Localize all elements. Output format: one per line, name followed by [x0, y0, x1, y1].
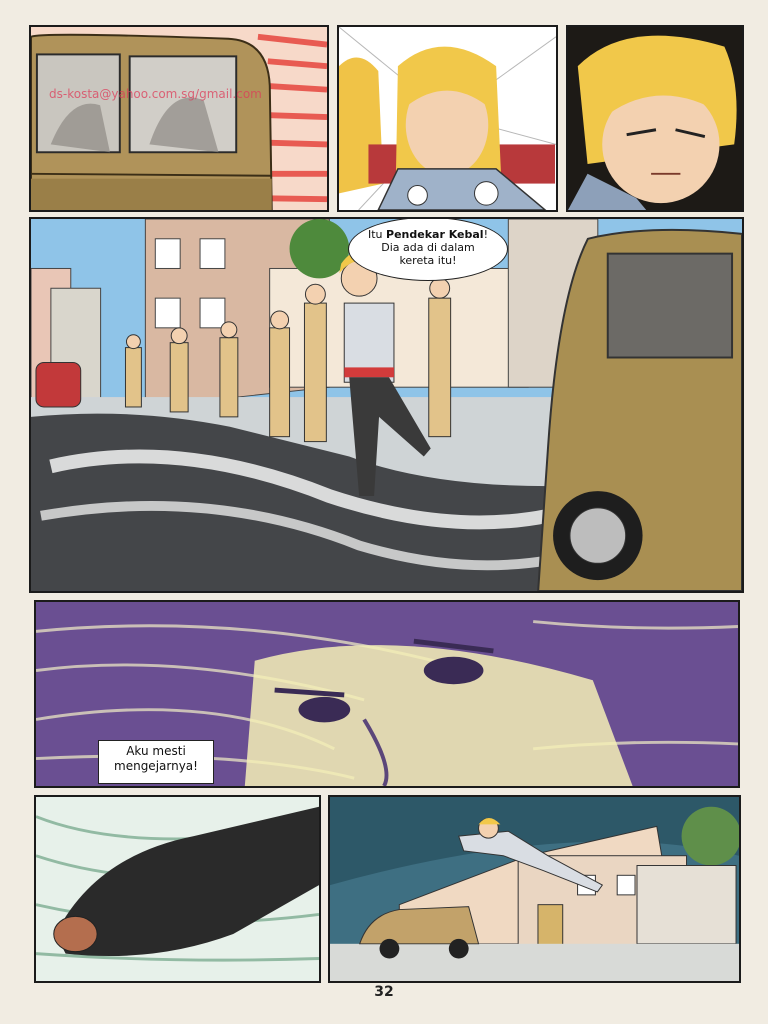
bubble-line-2: Dia ada di dalam	[381, 241, 475, 254]
tire-splash-art	[36, 797, 319, 981]
hero-closeup-art	[568, 27, 742, 210]
bubble-line-3: kereta itu!	[399, 254, 457, 267]
bubble-name: Pendekar Kebal	[386, 228, 484, 241]
hero-leaping-art	[330, 797, 739, 981]
panel-tire-splash	[34, 795, 321, 983]
panel-blond-hero-looking	[337, 25, 558, 212]
page-number: 32	[374, 984, 394, 1000]
panel-street-crowd	[29, 217, 744, 593]
panel-face-speedlines	[34, 600, 740, 788]
narration-line-2: mengejarnya!	[114, 759, 198, 773]
panel-car-speeding	[29, 25, 329, 212]
blond-hero-art	[339, 27, 556, 210]
narration-box	[98, 740, 214, 784]
bubble-line-1-end: !	[483, 228, 488, 241]
panel-hero-leaping	[328, 795, 741, 983]
panel-blond-hero-closeup	[566, 25, 744, 212]
watermark: ds-kosta@yahoo.com.sg/gmail.com	[49, 87, 262, 101]
speech-bubble	[348, 217, 508, 281]
narration-line-1: Aku mesti	[126, 744, 186, 758]
car-speeding-art	[31, 27, 327, 210]
bubble-line-1-prefix: Itu	[368, 228, 387, 241]
